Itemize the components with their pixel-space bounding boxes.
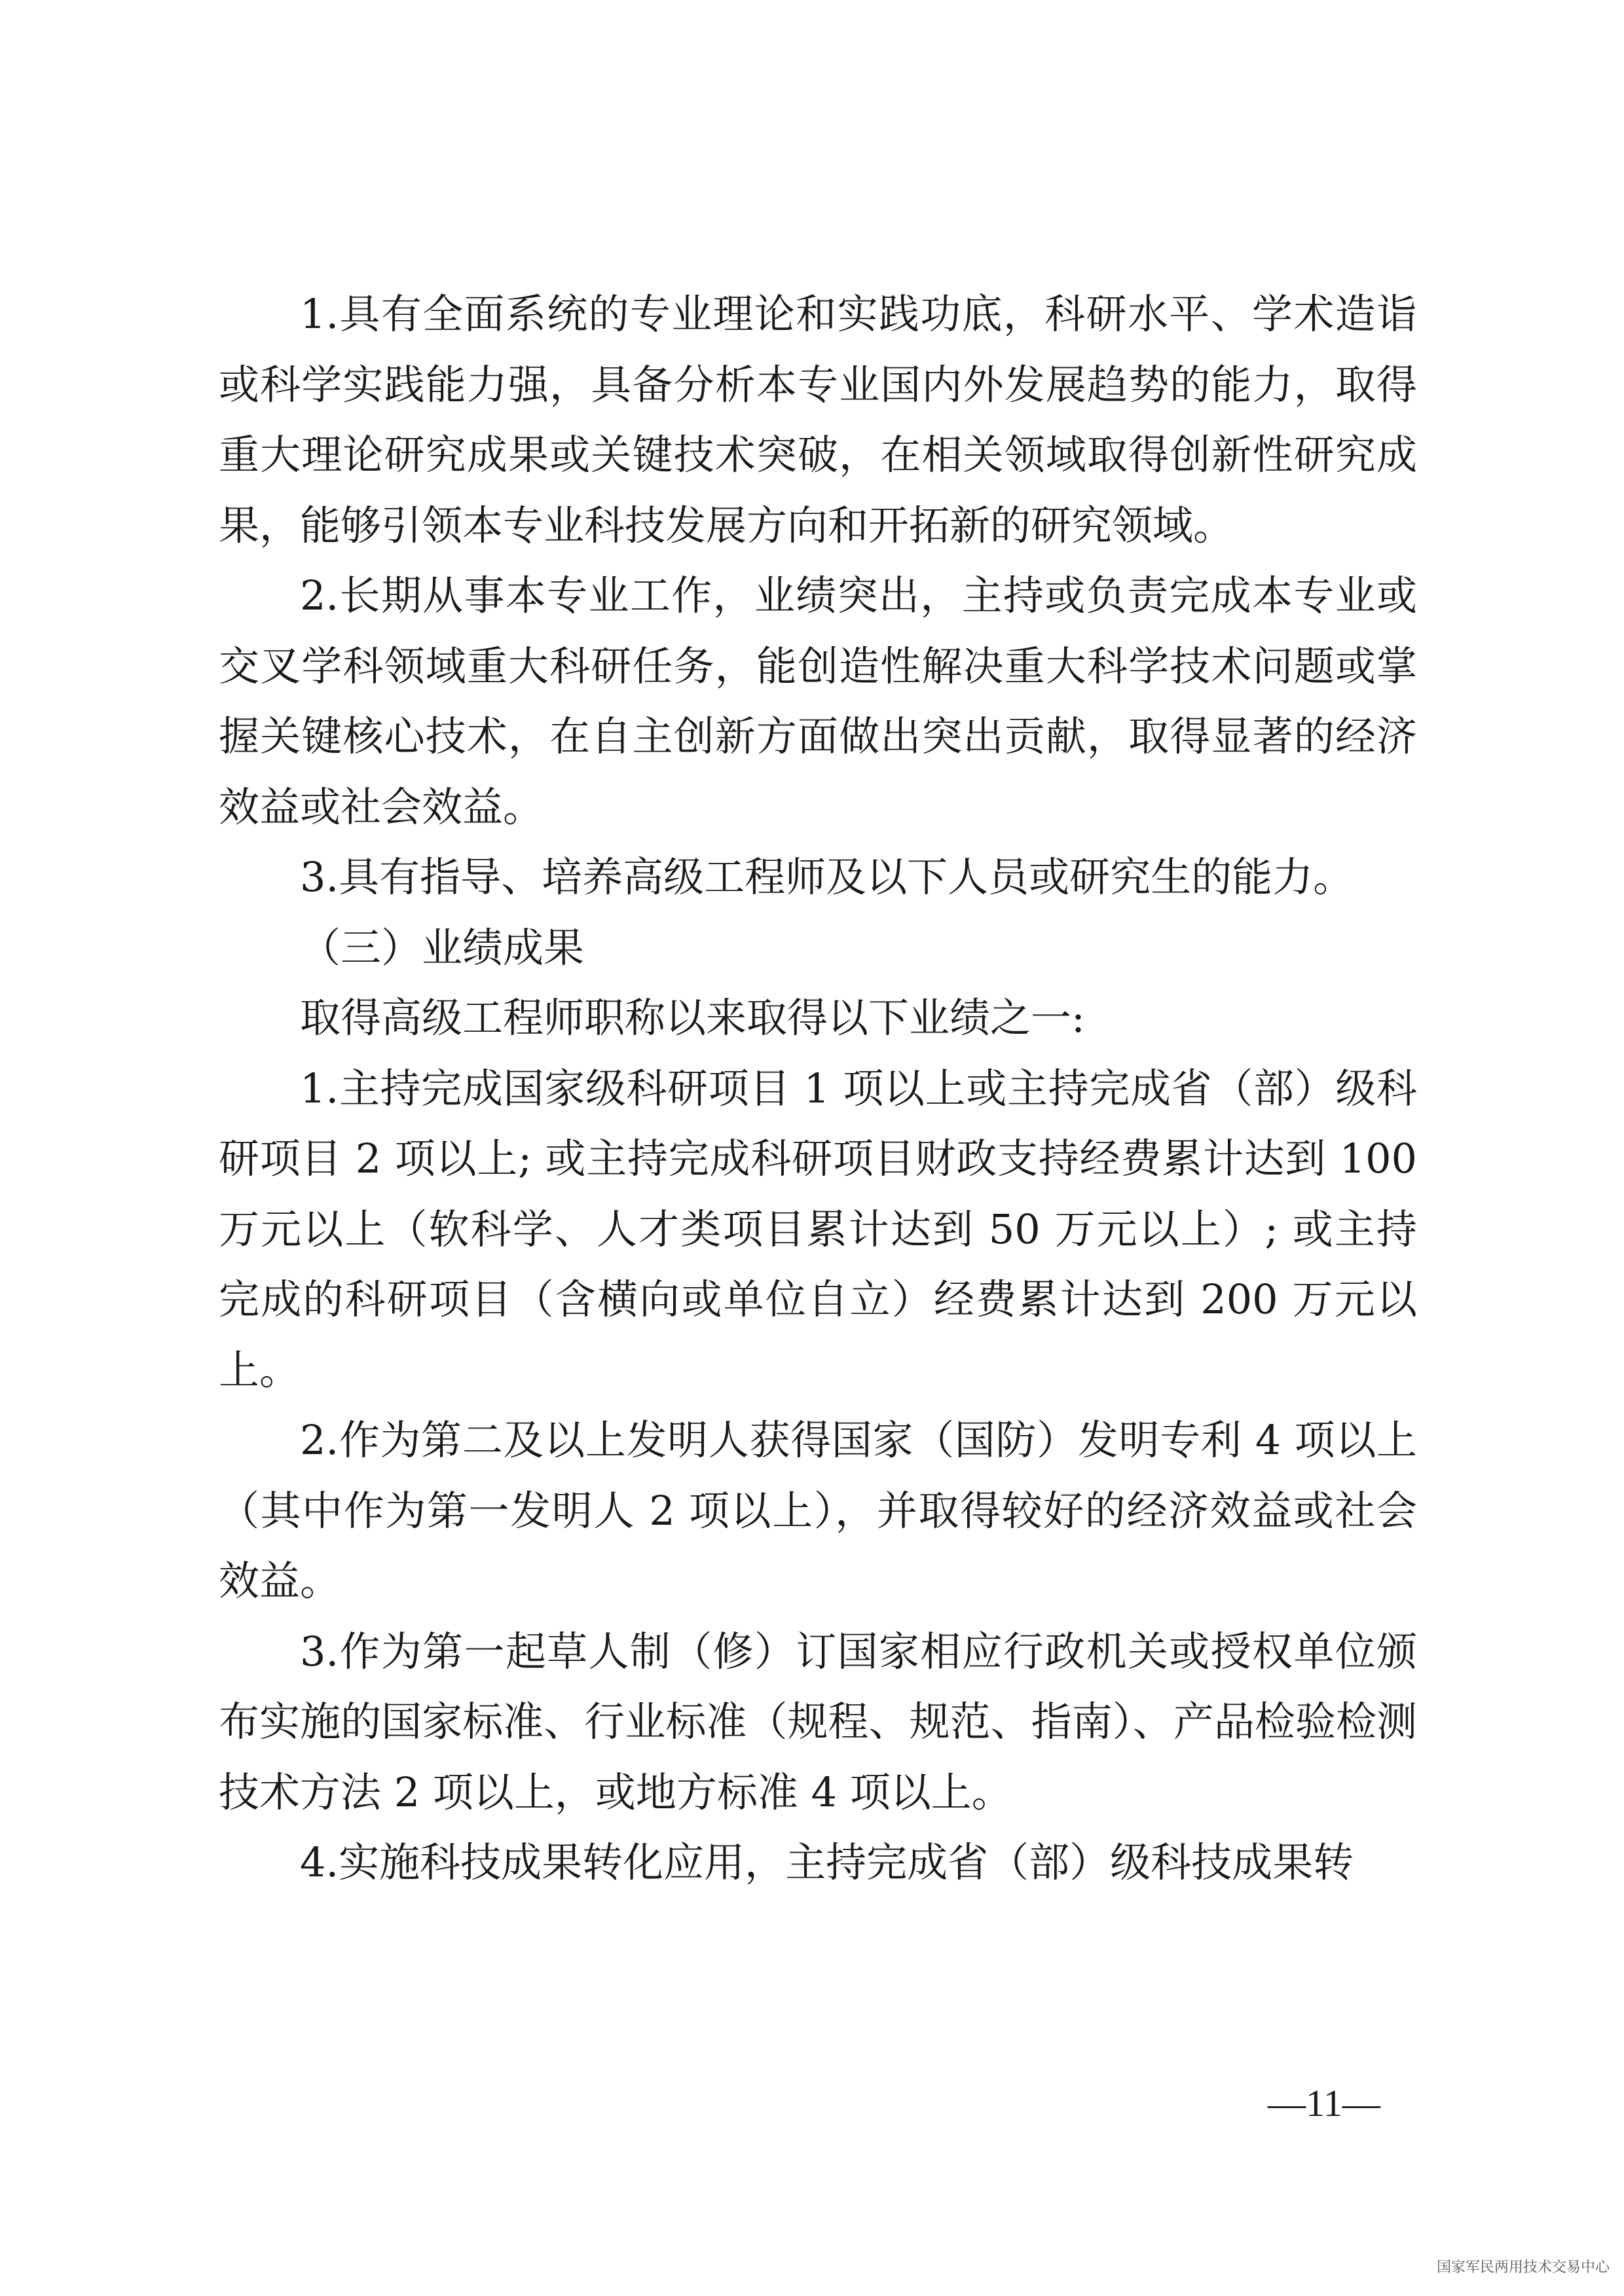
paragraph-2: 2.长期从事本专业工作，业绩突出，主持或负责完成本专业或交叉学科领域重大科研任务，能创造性解决重大科学技术问题或掌握关键核心技术，在自主创新方面做出突出贡献，取得显著的经济效益或社会效益。: [219, 572, 1417, 831]
paragraph-3: 3.具有指导、培养高级工程师及以下人员或研究生的能力。: [300, 853, 1354, 901]
page-number: —11—: [1268, 2082, 1380, 2124]
body-text: [219, 279, 1417, 1898]
section-heading: （三）业绩成果: [300, 923, 585, 972]
paragraph-achievement-2: 2.作为第二及以上发明人获得国家（国防）发明专利 4 项以上（其中作为第一发明人 2 项以上），并取得较好的经济效益或社会效益。: [219, 1416, 1417, 1605]
paragraph-intro: 取得高级工程师职称以来取得以下业绩之一:: [300, 994, 1085, 1042]
paragraph-achievement-4: 4.实施科技成果转化应用，主持完成省（部）级科技成果转: [300, 1838, 1354, 1886]
paragraph-achievement-1: 1.主持完成国家级科研项目 1 项以上或主持完成省（部）级科研项目 2 项以上; 或主持完成科研项目财政支持经费累计达到 100 万元以上（软科学、人才类项目累计达到 50 万元以上）; 或主持完成的科研项目（含横向或单位自立）经费累计达到 200 万元以上。: [219, 1064, 1417, 1394]
paragraph-1: 1.具有全面系统的专业理论和实践功底，科研水平、学术造诣或科学实践能力强，具备分析本专业国内外发展趋势的能力，取得重大理论研究成果或关键技术突破，在相关领域取得创新性研究成果，能够引领本专业科技发展方向和开拓新的研究领域。: [219, 290, 1417, 549]
paragraph-achievement-3: 3.作为第一起草人制（修）订国家相应行政机关或授权单位颁布实施的国家标准、行业标准（规程、规范、指南）、产品检验检测技术方法 2 项以上，或地方标准 4 项以上。: [219, 1627, 1417, 1816]
watermark: 国家军民两用技术交易中心: [1436, 2259, 1610, 2276]
